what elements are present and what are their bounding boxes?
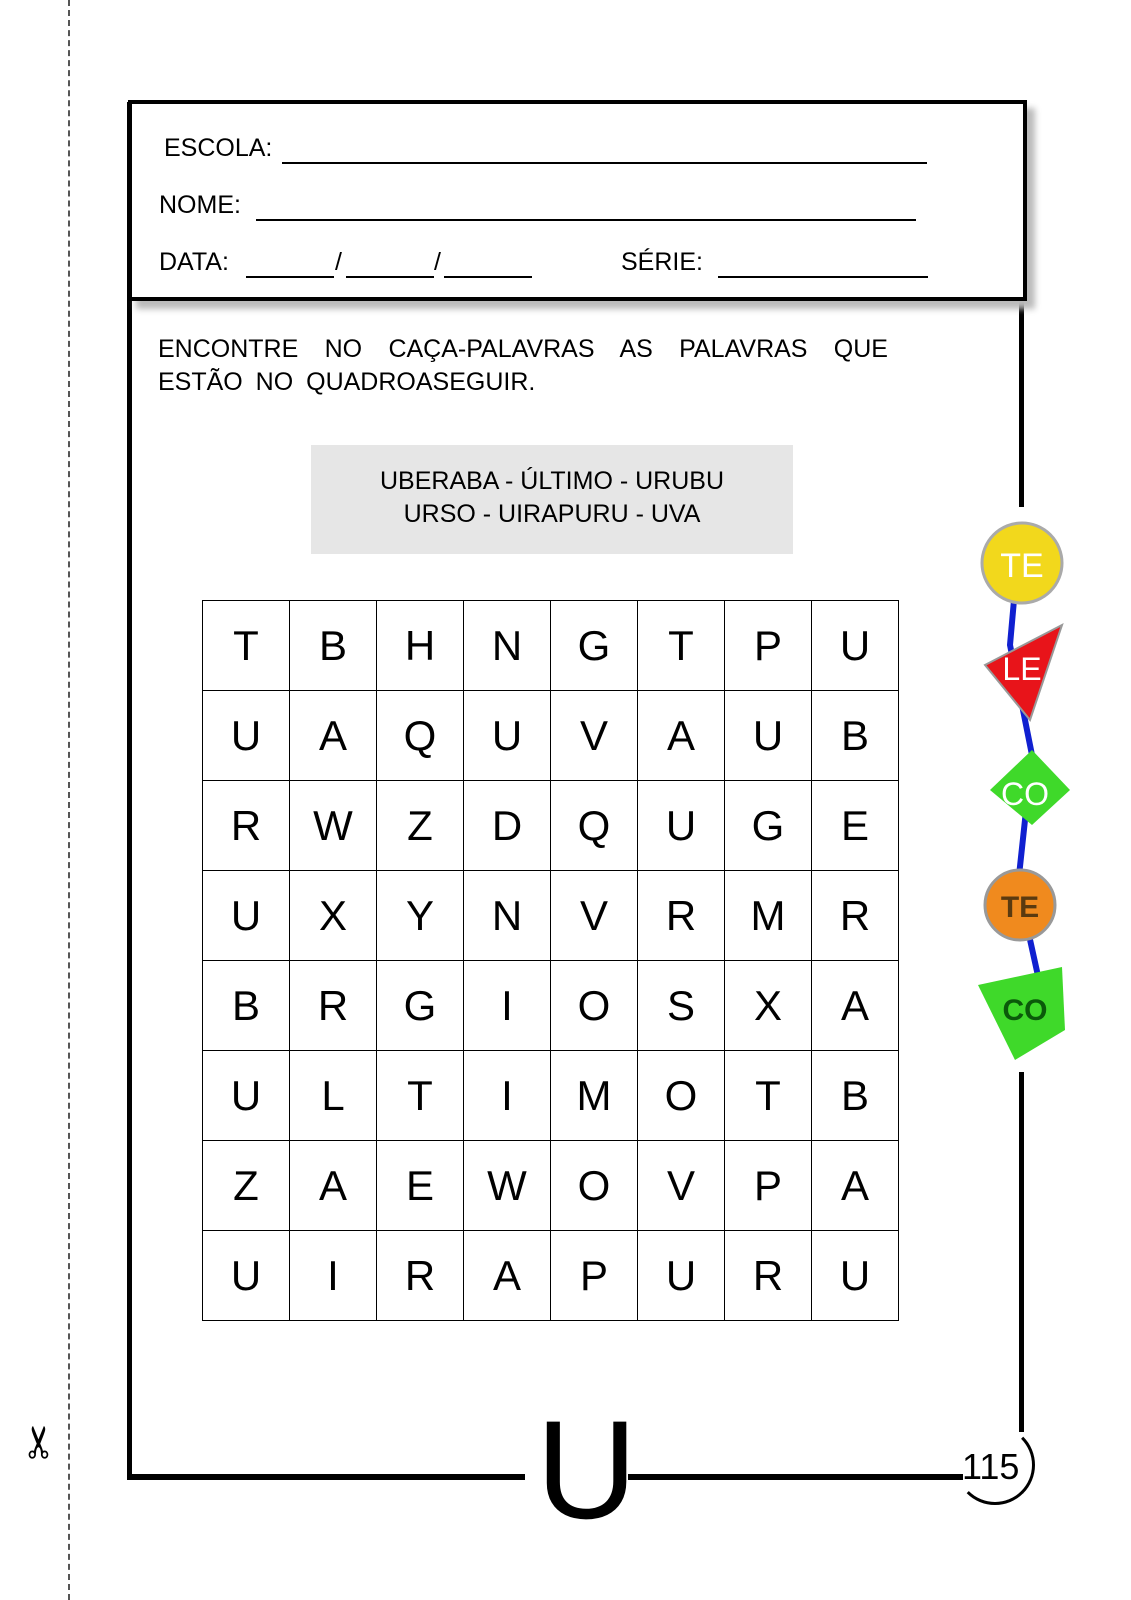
word-list-box [311,445,793,554]
grid-cell[interactable]: P [725,601,812,691]
grid-cell[interactable]: U [203,1231,290,1321]
instructions: ENCONTRE NO CAÇA-PALAVRAS AS PALAVRAS QUE ESTÃO NO QUADROASEGUIR. [158,335,888,396]
frame-border-bottom-left [127,1474,525,1480]
grid-cell[interactable]: T [377,1051,464,1141]
grid-cell[interactable]: T [638,601,725,691]
grid-row [203,601,899,691]
grid-cell[interactable]: I [464,961,551,1051]
scissors-icon: ✂ [15,1423,65,1461]
logo-text: CO [1002,994,1048,1027]
serie-field[interactable] [718,276,928,278]
teleco-logo [970,505,1080,1075]
grid-cell[interactable]: U [812,601,899,691]
grid-cell[interactable]: V [638,1141,725,1231]
nome-field[interactable] [256,219,916,221]
grid-cell[interactable]: A [812,961,899,1051]
grid-row [203,871,899,961]
grid-row [203,1141,899,1231]
grid-cell[interactable]: R [812,871,899,961]
grid-cell[interactable]: R [377,1231,464,1321]
logo-text: TE [1000,891,1040,924]
data-day-field[interactable] [246,276,334,278]
grid-row [203,781,899,871]
grid-cell[interactable]: V [551,691,638,781]
grid-cell[interactable]: N [464,601,551,691]
grid-cell[interactable]: O [551,961,638,1051]
logo-text: LE [1002,651,1042,687]
word-list-line: UBERABA - ÚLTIMO - URUBU [379,467,725,495]
grid-cell[interactable]: Z [203,1141,290,1231]
grid-cell[interactable]: E [377,1141,464,1231]
grid-cell[interactable]: H [377,601,464,691]
grid-row [203,1231,899,1321]
nome-label: NOME: [159,191,241,219]
grid-cell[interactable]: M [551,1051,638,1141]
grid-cell[interactable]: G [725,781,812,871]
grid-cell[interactable]: T [725,1051,812,1141]
grid-cell[interactable]: O [638,1051,725,1141]
grid-cell[interactable]: R [638,871,725,961]
grid-cell[interactable]: G [377,961,464,1051]
student-info-header [128,100,1027,301]
grid-cell[interactable]: A [290,691,377,781]
grid-cell[interactable]: A [464,1231,551,1321]
grid-row [203,1051,899,1141]
data-year-field[interactable] [444,276,532,278]
grid-cell[interactable]: Y [377,871,464,961]
grid-cell[interactable]: W [464,1141,551,1231]
grid-cell[interactable]: R [725,1231,812,1321]
grid-cell[interactable]: W [290,781,377,871]
grid-cell[interactable]: B [812,691,899,781]
featured-letter: U [536,1391,638,1548]
grid-cell[interactable]: U [812,1231,899,1321]
data-label: DATA: [159,248,229,276]
grid-cell[interactable]: Z [377,781,464,871]
grid-cell[interactable]: O [551,1141,638,1231]
grid-cell[interactable]: L [290,1051,377,1141]
grid-cell[interactable]: B [290,601,377,691]
grid-cell[interactable]: T [203,601,290,691]
page-number-badge [955,1425,1035,1505]
grid-cell[interactable]: A [290,1141,377,1231]
grid-cell[interactable]: I [464,1051,551,1141]
data-month-field[interactable] [346,276,434,278]
date-separator: / [434,248,441,276]
grid-cell[interactable]: A [812,1141,899,1231]
grid-cell[interactable]: X [725,961,812,1051]
grid-row [203,691,899,781]
frame-border-bottom-right [628,1474,963,1480]
grid-cell[interactable]: X [290,871,377,961]
grid-cell[interactable]: A [638,691,725,781]
logo-text: CO [1001,776,1049,812]
escola-label: ESCOLA: [164,134,273,162]
cut-line [68,0,70,1600]
grid-cell[interactable]: U [464,691,551,781]
grid-cell[interactable]: B [203,961,290,1051]
grid-cell[interactable]: Q [551,781,638,871]
grid-cell[interactable]: P [725,1141,812,1231]
date-separator: / [335,248,342,276]
logo-text: TE [1000,547,1044,585]
grid-cell[interactable]: S [638,961,725,1051]
grid-cell[interactable]: U [638,1231,725,1321]
serie-label: SÉRIE: [621,248,703,276]
grid-cell[interactable]: U [725,691,812,781]
grid-cell[interactable]: U [203,871,290,961]
grid-cell[interactable]: P [551,1231,638,1321]
grid-cell[interactable]: B [812,1051,899,1141]
frame-border-left [127,102,132,1480]
grid-cell[interactable]: N [464,871,551,961]
word-search-grid [202,600,899,1321]
page-number: 115 [962,1446,1020,1487]
word-list-line: URSO - UIRAPURU - UVA [403,500,701,528]
grid-cell[interactable]: G [551,601,638,691]
grid-cell[interactable]: M [725,871,812,961]
grid-cell[interactable]: V [551,871,638,961]
grid-cell[interactable]: R [290,961,377,1051]
grid-cell[interactable]: I [290,1231,377,1321]
grid-cell[interactable]: U [203,1051,290,1141]
grid-cell[interactable]: U [203,691,290,781]
frame-border-right-bottom [1019,1072,1024,1432]
escola-field[interactable] [282,162,927,164]
grid-cell[interactable]: U [638,781,725,871]
grid-cell[interactable]: R [203,781,290,871]
grid-cell[interactable]: Q [377,691,464,781]
grid-row [203,961,899,1051]
grid-cell[interactable]: E [812,781,899,871]
grid-cell[interactable]: D [464,781,551,871]
